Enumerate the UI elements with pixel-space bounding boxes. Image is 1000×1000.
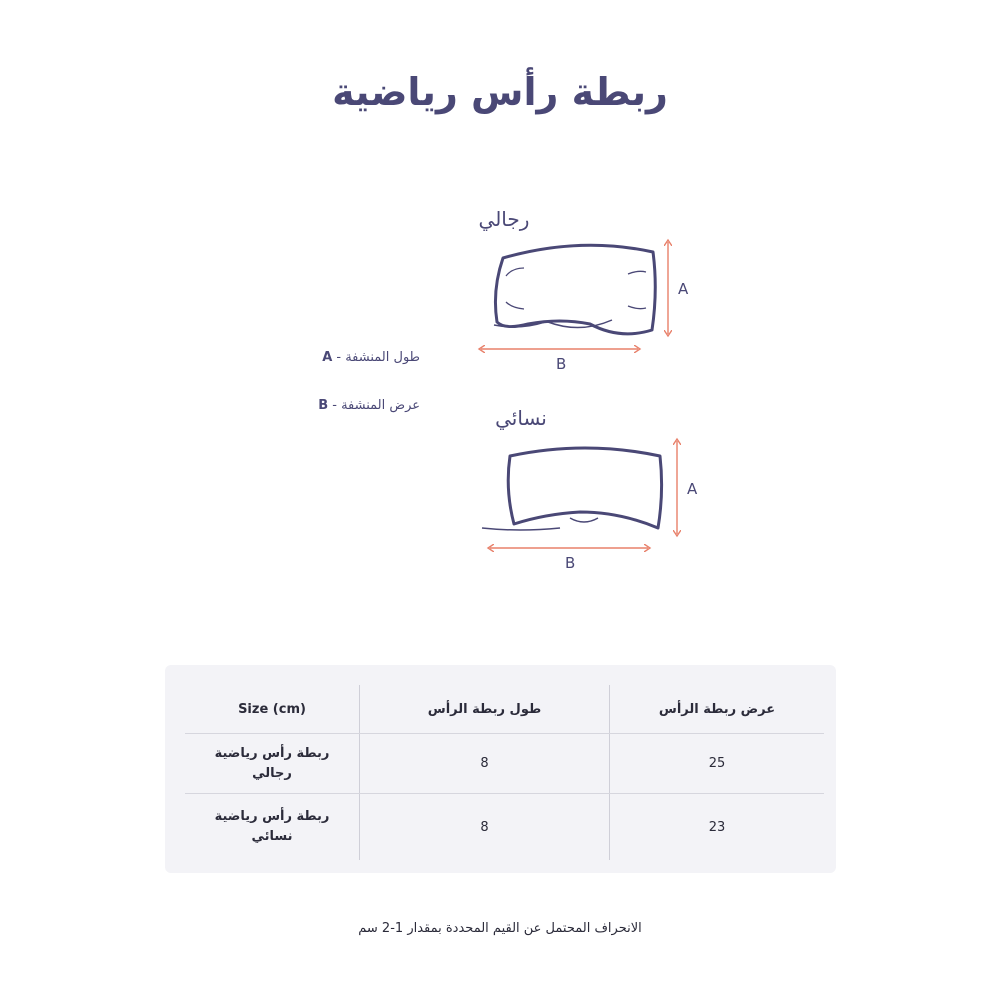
legend-length [260, 350, 420, 365]
men-dim-b-letter: B [556, 355, 567, 373]
row-width: 25 [610, 734, 825, 794]
row-name-line2: نسائي [251, 829, 293, 844]
row-width: 23 [708, 819, 726, 835]
men-dim-a-letter: A [678, 280, 689, 298]
size-table [185, 685, 824, 860]
header-size: Size (cm) [185, 685, 360, 734]
row-name-line2: رجالي [252, 765, 292, 781]
women-dim-b-letter: B [565, 554, 576, 572]
legend-length-key: A [322, 350, 333, 365]
table-row [185, 734, 824, 794]
row-name [185, 734, 360, 794]
row-name [185, 794, 360, 861]
table-row [185, 794, 824, 861]
women-headband-drawing [482, 448, 662, 530]
row-length: 8 [360, 794, 610, 861]
size-table-panel [165, 665, 836, 873]
women-label: نسائي [495, 406, 547, 430]
legend-width-key: B [318, 398, 329, 413]
row-name-line1: ربطة رأس رياضية [214, 809, 330, 824]
header-length: طول ربطة الرأس [360, 685, 610, 734]
page-title: ربطة رأس رياضية [332, 70, 668, 114]
legend-width [260, 398, 420, 413]
legend-width-text: عرض المنشفة - [328, 398, 420, 413]
row-name-line1: ربطة رأس رياضية [214, 745, 330, 761]
legend-length-text: طول المنشفة - [332, 350, 420, 365]
men-label: رجالي [478, 207, 530, 231]
row-length: 8 [360, 734, 610, 794]
tolerance-note: الانحراف المحتمل عن القيم المحددة بمقدار 1-2 سم [358, 921, 642, 936]
women-dim-a-letter: A [687, 480, 698, 498]
men-headband-drawing [494, 245, 655, 334]
header-width: عرض ربطة الرأس [610, 685, 825, 734]
table-header-row [185, 685, 824, 734]
